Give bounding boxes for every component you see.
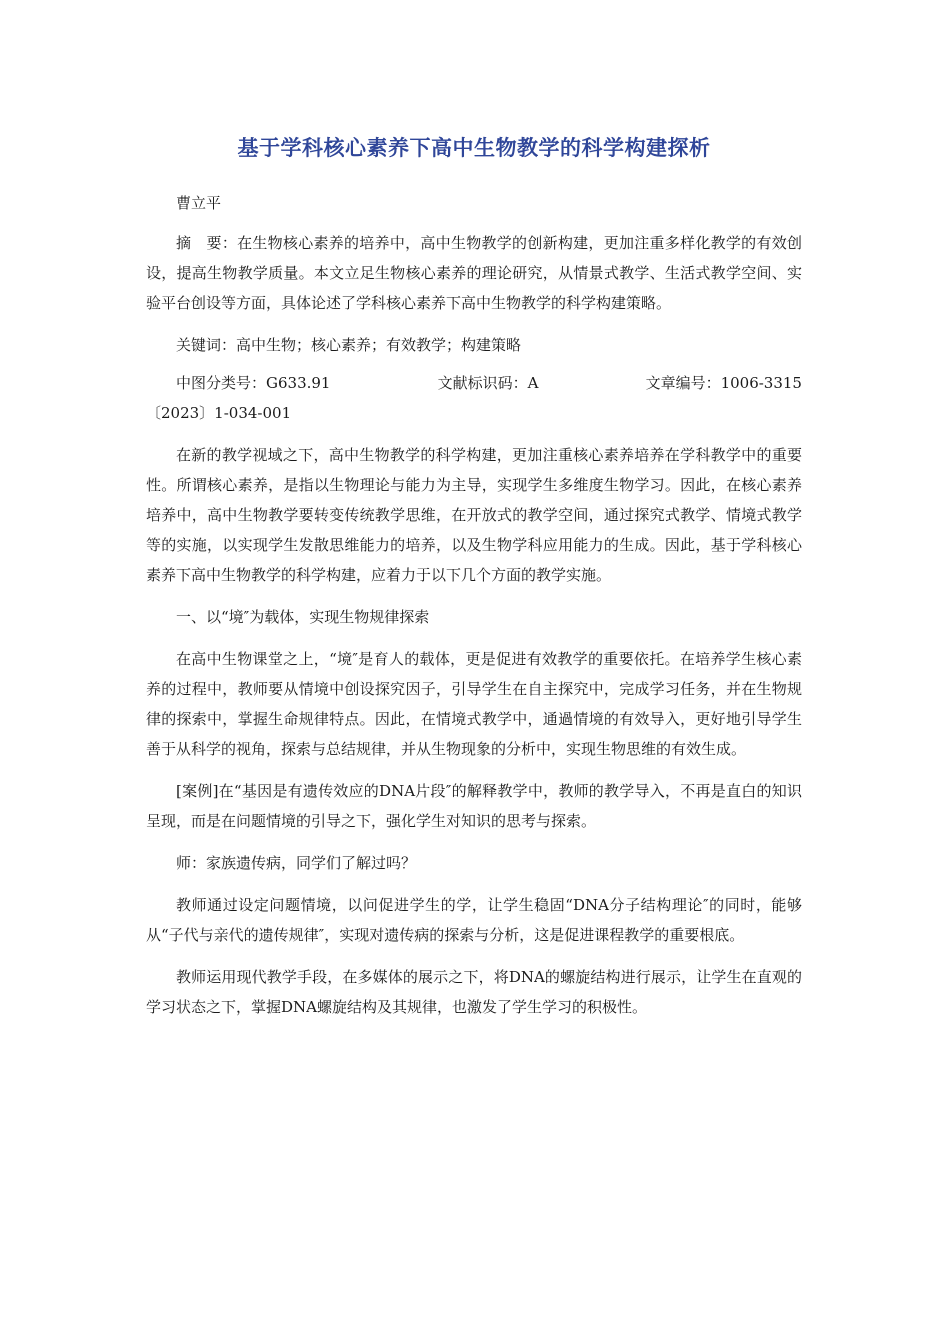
body-paragraph: 教师通过设定问题情境，以问促进学生的学，让学生稳固“DNA分子结构理论″的同时，能够从“子代与亲代的遗传规律″，实现对遗传病的探索与分析，这是促进课程教学的重要根底。: [146, 896, 802, 944]
case-paragraph: [案例]在“基因是有遗传效应的DNA片段″的解释教学中，教师的教学导入，不再是直白的知识呈现，而是在问题情境的引导之下，强化学生对知识的思考与探索。: [146, 782, 802, 830]
body-paragraph: 在高中生物课堂之上，“境″是育人的载体，更是促进有效教学的重要依托。在培养学生核心素养的过程中，教师要从情境中创设探究因子，引导学生在自主探究中，完成学习任务，并在生物规律的探索中，掌握生命规律特点。因此，在情境式教学中，通過情境的有效导入，更好地引导学生善于从科学的视角，探索与总结规律，并从生物现象的分析中，实现生物思维的有效生成。: [146, 650, 802, 758]
dialogue-line: 师：家族遗传病，同学们了解过吗？: [176, 854, 417, 872]
document-code: 文献标识码：A: [437, 374, 539, 392]
author-name: 曹立平: [176, 194, 222, 212]
paper-page: [146, 128, 802, 1034]
abstract: 摘 要：在生物核心素养的培养中，高中生物教学的创新构建，更加注重多样化教学的有效创设，提高生物教学质量。本文立足生物核心素养的理论研究，从情景式教学、生活式教学空间、实验平台创设等方面，具体论述了学科核心素养下高中生物教学的科学构建策略。: [146, 234, 802, 312]
classification-line: [146, 368, 802, 398]
body-paragraph: 教师运用现代教学手段，在多媒体的展示之下，将DNA的螺旋结构进行展示，让学生在直观的学习状态之下，掌握DNA螺旋结构及其规律，也激发了学生学习的积极性。: [146, 968, 802, 1016]
body-paragraph: 在新的教学视域之下，高中生物教学的科学构建，更加注重核心素养培养在学科教学中的重要性。所谓核心素养，是指以生物理论与能力为主导，实现学生多维度生物学习。因此，在核心素养培养中，高中生物教学要转变传统教学思维，在开放式的教学空间，通过探究式教学、情境式教学等的实施，以实现学生发散思维能力的培养，以及生物学科应用能力的生成。因此，基于学科核心素养下高中生物教学的科学构建，应着力于以下几个方面的教学实施。: [146, 446, 802, 584]
article-number: 文章编号：1006-3315: [645, 374, 802, 392]
paper-title: 基于学科核心素养下高中生物教学的科学构建探析: [237, 136, 711, 160]
article-number-continued: 〔2023〕1-034-001: [146, 404, 292, 422]
clc-number: 中图分类号：G633.91: [176, 374, 331, 392]
section-heading: 一、以“境″为载体，实现生物规律探索: [176, 608, 430, 626]
keywords: 关键词：高中生物；核心素养；有效教学；构建策略: [176, 336, 522, 354]
